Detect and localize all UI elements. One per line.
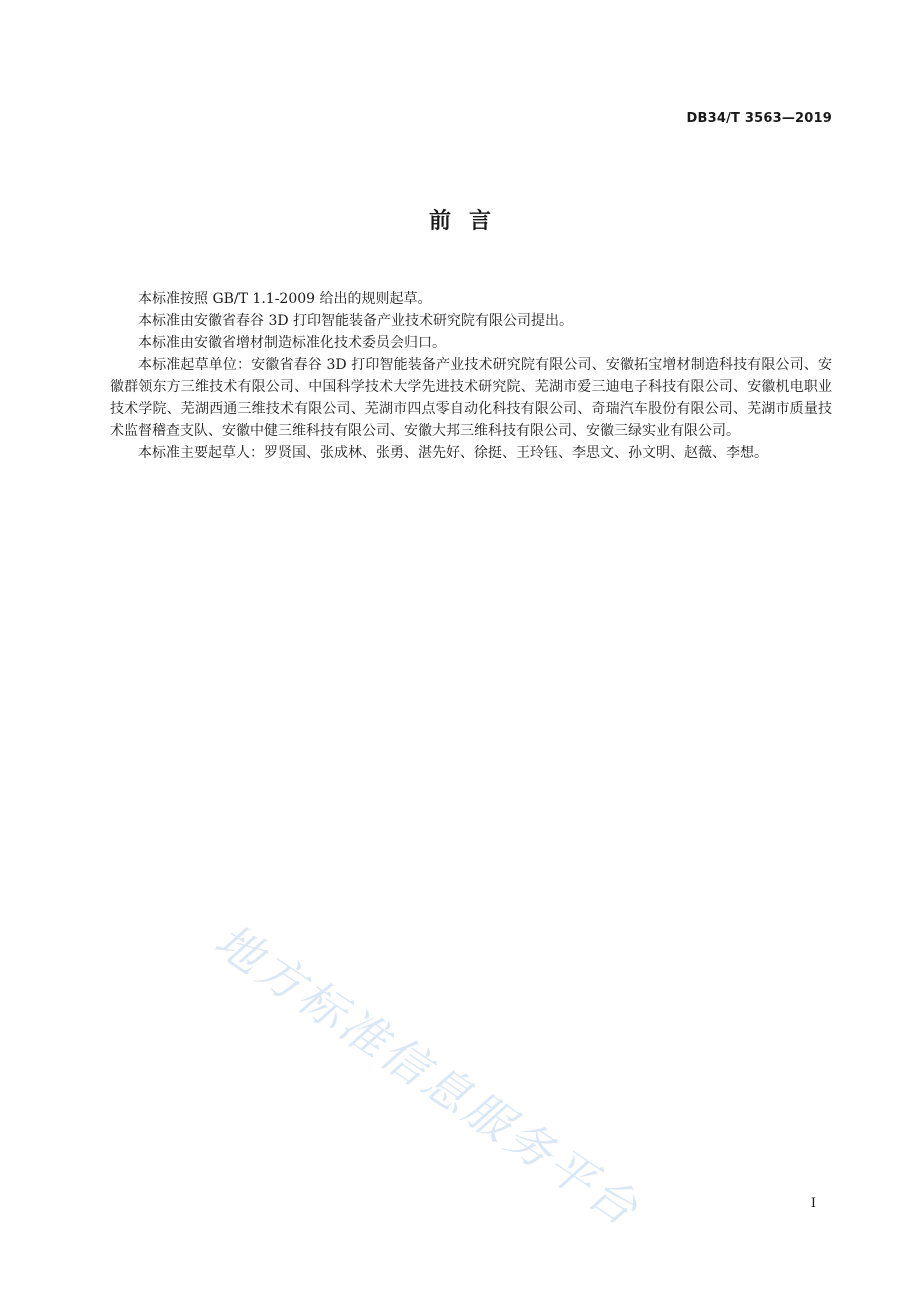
paragraph-proposer: 本标准由安徽省春谷 3D 打印智能装备产业技术研究院有限公司提出。 bbox=[138, 313, 574, 329]
section-title: 前言 bbox=[428, 209, 509, 234]
foreword-body bbox=[110, 288, 832, 464]
document-code: DB34/T 3563—2019 bbox=[686, 111, 832, 126]
paragraph-drafting-units: 本标准起草单位：安徽省春谷 3D 打印智能装备产业技术研究院有限公司、安徽拓宝增材制造科技有限公司、安徽群领东方三维技术有限公司、中国科学技术大学先进技术研究院、芜湖市爱三迪电子科技有限公司、安徽机电职业技术学院、芜湖西通三维技术有限公司、芜湖市四点零自动化科技有限公司、奇瑞汽车股份有限公司、芜湖市质量技术监督稽查支队、安徽中健三维科技有限公司、安徽大邦三维科技有限公司、安徽三绿实业有限公司。 bbox=[110, 357, 832, 439]
paragraph-drafting-rules: 本标准按照 GB/T 1.1-2009 给出的规则起草。 bbox=[138, 291, 432, 307]
paragraph-drafters: 本标准主要起草人：罗贤国、张成林、张勇、湛先好、徐挺、王玲钰、李思文、孙文明、赵薇、李想。 bbox=[138, 445, 768, 461]
watermark: 地方标准信息服务平台 bbox=[205, 913, 650, 1238]
page-number: I bbox=[810, 1196, 816, 1211]
paragraph-committee: 本标准由安徽省增材制造标准化技术委员会归口。 bbox=[138, 335, 446, 351]
